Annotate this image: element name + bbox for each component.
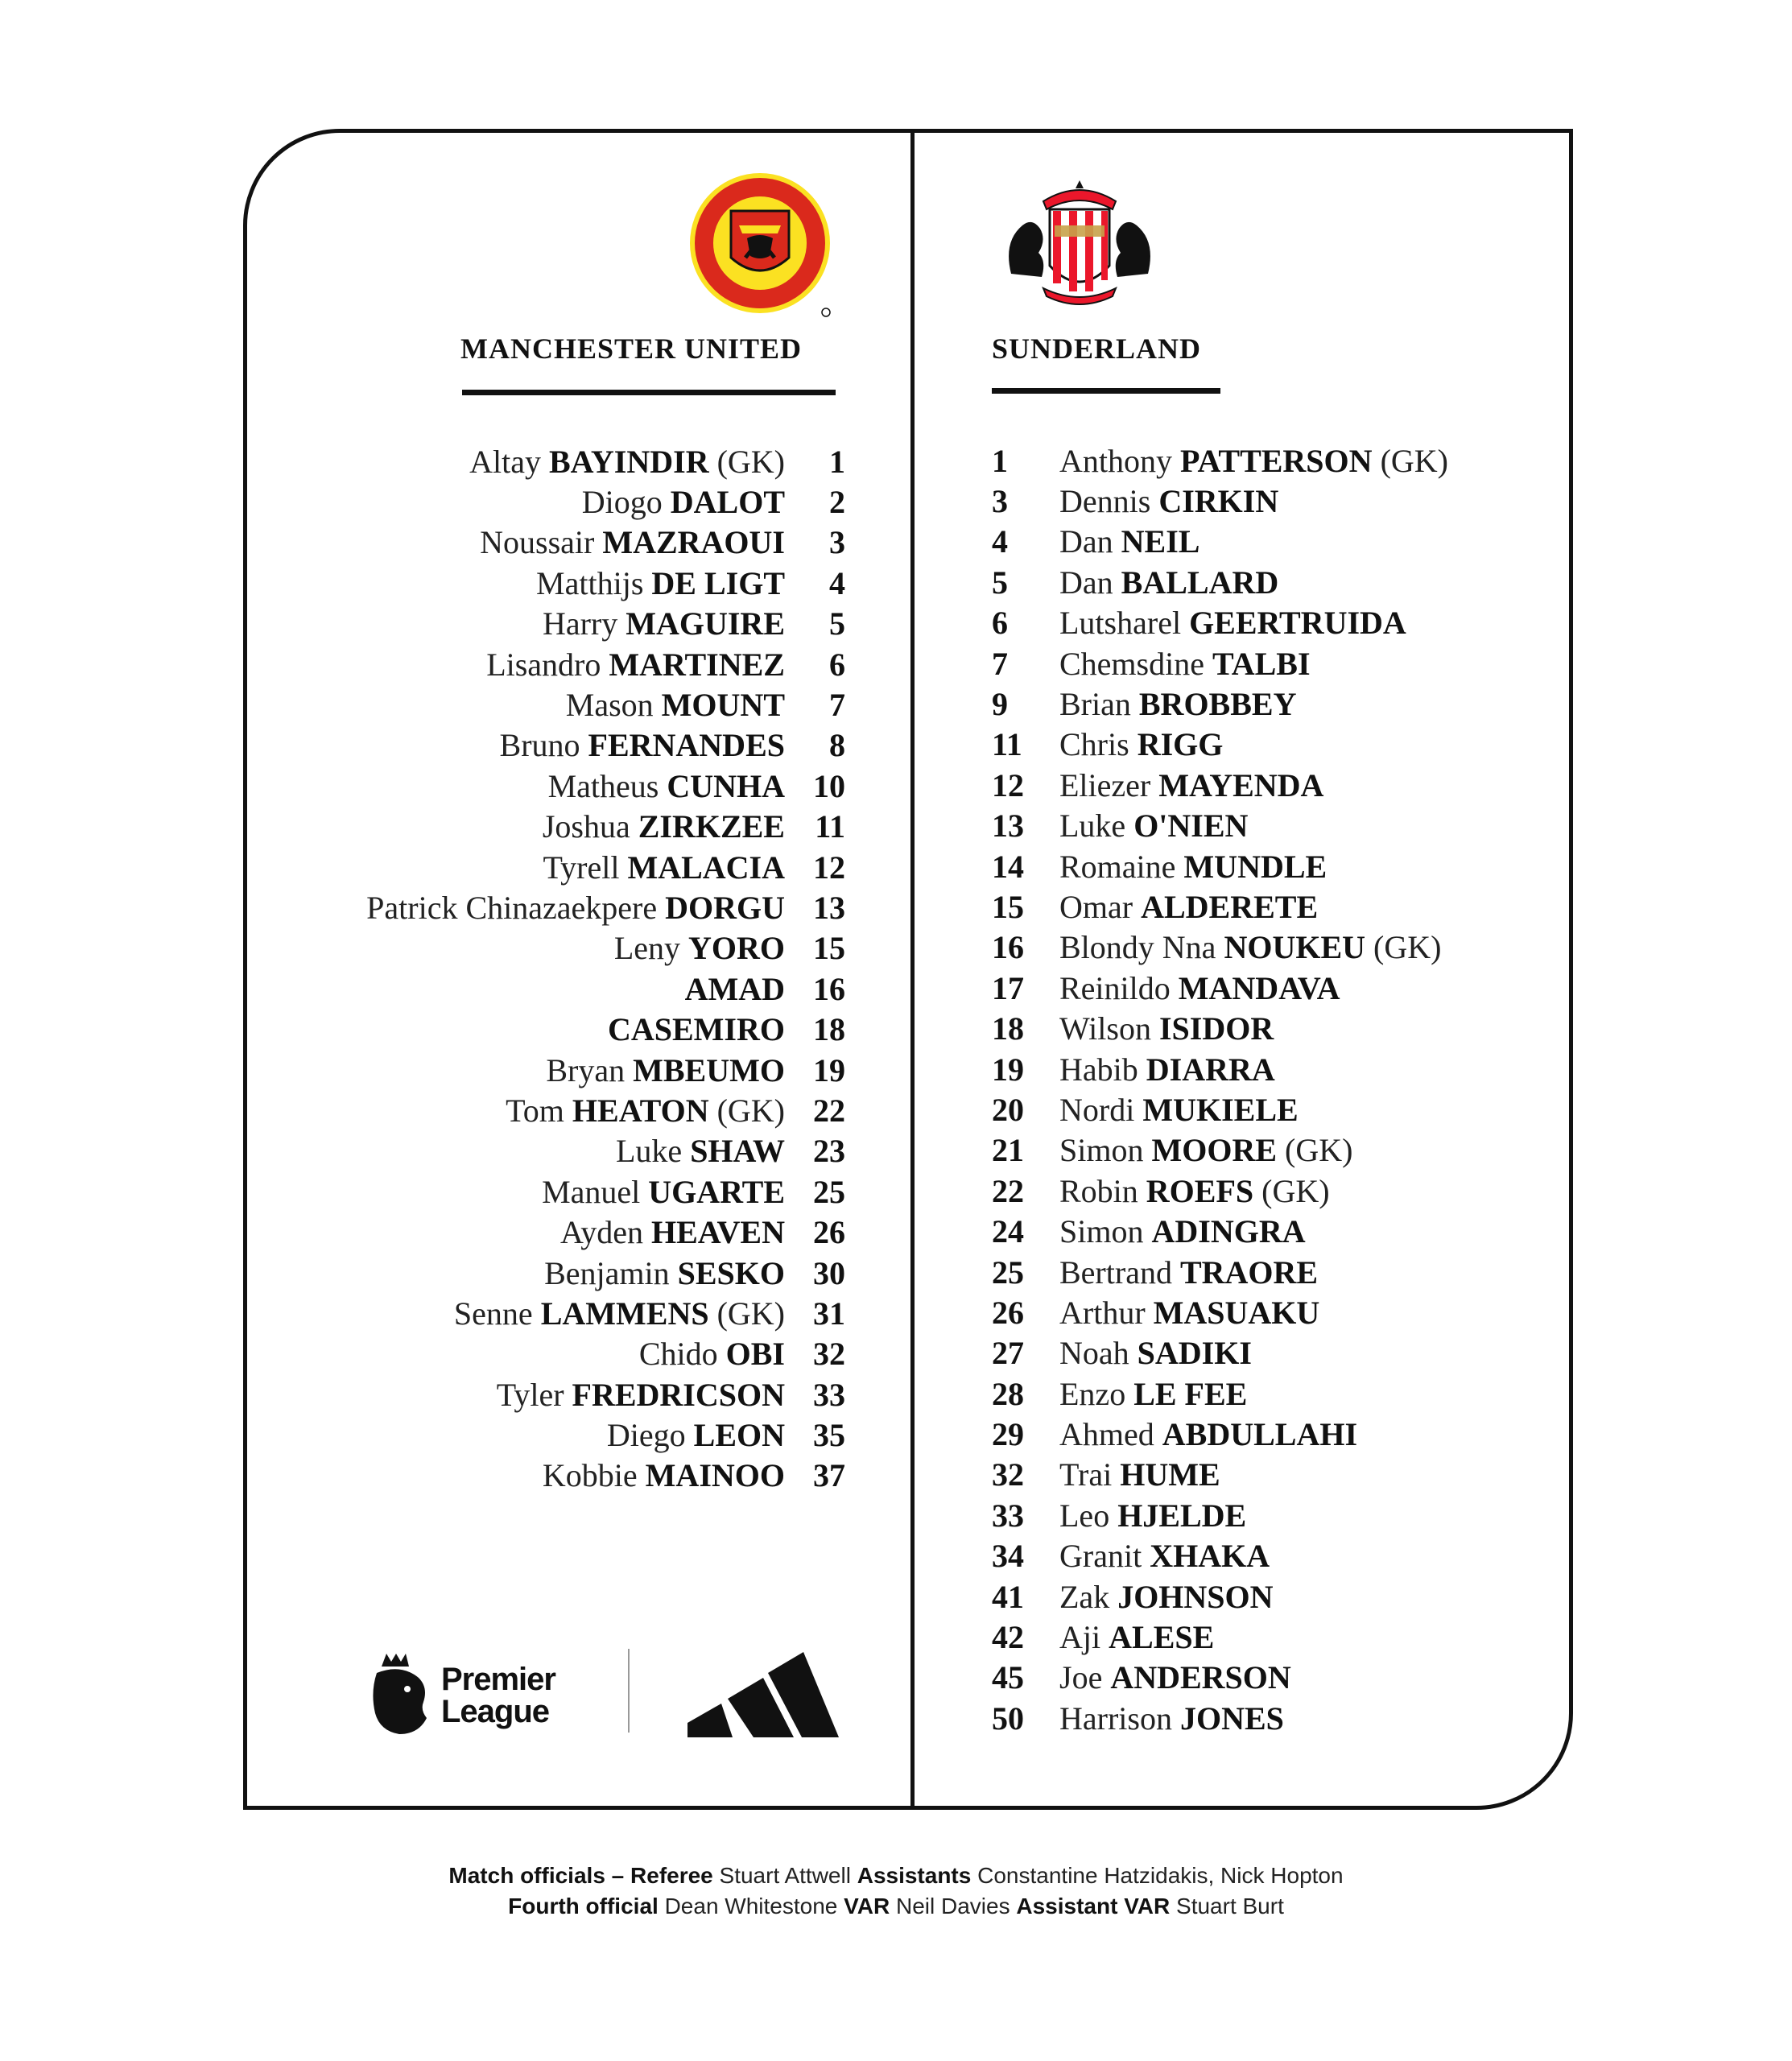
- shirt-number: 45: [992, 1659, 1024, 1696]
- first-name: Simon: [1059, 1213, 1144, 1250]
- shirt-number: 1: [992, 442, 1008, 479]
- last-name: XHAKA: [1150, 1538, 1270, 1575]
- shirt-number: 37: [813, 1457, 845, 1494]
- shirt-number: 18: [992, 1010, 1024, 1047]
- shirt-number: 5: [829, 605, 845, 642]
- first-name: Noussair: [480, 524, 595, 561]
- first-name: Romaine: [1059, 848, 1176, 885]
- first-name: Luke: [616, 1133, 683, 1170]
- gk-tag: (GK): [1380, 442, 1448, 479]
- player-row: [290, 1171, 845, 1212]
- first-name: Kobbie: [542, 1457, 638, 1494]
- last-name: BAYINDIR: [549, 443, 709, 480]
- shirt-number: 18: [813, 1011, 845, 1048]
- last-name: MOUNT: [661, 687, 785, 724]
- first-name: Lutsharel: [1059, 605, 1182, 642]
- shirt-number: 26: [992, 1294, 1024, 1331]
- player-row: [290, 604, 845, 644]
- shirt-number: 25: [813, 1173, 845, 1210]
- shirt-number: 33: [813, 1376, 845, 1413]
- first-name: Robin: [1059, 1172, 1138, 1209]
- shirt-number: 13: [992, 807, 1024, 845]
- last-name: ALESE: [1109, 1619, 1215, 1656]
- last-name: ROEFS: [1146, 1172, 1254, 1209]
- player-row: [290, 563, 845, 603]
- shirt-number: 24: [992, 1213, 1024, 1250]
- last-name: JOHNSON: [1117, 1578, 1274, 1615]
- last-name: SHAW: [690, 1133, 785, 1170]
- shirt-number: 35: [813, 1417, 845, 1454]
- player-row: [290, 1050, 845, 1090]
- first-name: Chemsdine: [1059, 645, 1204, 682]
- label-match-officials: Match officials – Referee: [448, 1863, 713, 1888]
- shirt-number: 21: [992, 1132, 1024, 1169]
- player-row: [992, 603, 1507, 643]
- shirt-number: 7: [992, 645, 1008, 682]
- player-row: [992, 1536, 1507, 1576]
- first-name: Dan: [1059, 564, 1113, 601]
- last-name: CUNHA: [667, 767, 785, 804]
- last-name: ADINGRA: [1151, 1213, 1306, 1250]
- label-assistants: Assistants: [857, 1863, 972, 1888]
- player-row: [992, 1617, 1507, 1657]
- last-name: TRAORE: [1179, 1254, 1319, 1291]
- last-name: YORO: [688, 930, 785, 967]
- sunderland-crest-icon: [995, 177, 1164, 314]
- first-name: Eliezer: [1059, 766, 1151, 803]
- first-name: Tom: [506, 1092, 564, 1129]
- last-name: DIARRA: [1146, 1051, 1275, 1088]
- player-row: [290, 522, 845, 563]
- player-row: [992, 440, 1507, 481]
- first-name: Luke: [1059, 807, 1126, 845]
- last-name: MAYENDA: [1158, 766, 1324, 803]
- first-name: Dan: [1059, 523, 1113, 560]
- player-row: [992, 1130, 1507, 1171]
- player-row: [290, 1374, 845, 1415]
- player-row: [290, 887, 845, 927]
- last-name: TALBI: [1212, 645, 1311, 682]
- first-name: Chris: [1059, 726, 1129, 763]
- shirt-number: 2: [829, 484, 845, 521]
- first-name: Blondy Nna: [1059, 929, 1216, 966]
- shirt-number: 25: [992, 1254, 1024, 1291]
- last-name: MOORE: [1151, 1132, 1278, 1169]
- shirt-number: 6: [992, 605, 1008, 642]
- last-name: ZIRKZEE: [638, 808, 785, 845]
- first-name: Leo: [1059, 1497, 1110, 1534]
- last-name: PATTERSON: [1180, 442, 1373, 479]
- shirt-number: 33: [992, 1497, 1024, 1534]
- first-name: Diogo: [581, 484, 663, 521]
- shirt-number: 12: [813, 849, 845, 886]
- shirt-number: 20: [992, 1091, 1024, 1128]
- player-row: [992, 643, 1507, 684]
- first-name: Chido: [638, 1336, 718, 1373]
- shirt-number: 26: [813, 1214, 845, 1251]
- last-name: LE FEE: [1133, 1375, 1248, 1412]
- gk-tag: (GK): [1285, 1132, 1353, 1169]
- gk-tag: (GK): [716, 1092, 785, 1129]
- player-row: [992, 806, 1507, 846]
- last-name: LEON: [693, 1417, 785, 1454]
- shirt-number: 28: [992, 1375, 1024, 1412]
- player-row: [992, 1576, 1507, 1617]
- player-row: [992, 481, 1507, 521]
- first-name: Noah: [1059, 1335, 1129, 1372]
- shirt-number: 15: [813, 930, 845, 967]
- player-row: [290, 1253, 845, 1293]
- last-name: O'NIEN: [1133, 807, 1249, 845]
- last-name: MANDAVA: [1178, 969, 1340, 1006]
- label-fourth-official: Fourth official: [508, 1894, 659, 1919]
- shirt-number: 41: [992, 1578, 1024, 1615]
- shirt-number: 16: [813, 970, 845, 1007]
- player-row: [992, 1455, 1507, 1495]
- first-name: Omar: [1059, 888, 1133, 925]
- last-name: MUNDLE: [1183, 848, 1327, 885]
- player-row: [992, 1495, 1507, 1535]
- column-divider: [910, 129, 915, 1810]
- manchester-united-crest-icon: [689, 171, 834, 324]
- last-name: HUME: [1120, 1456, 1220, 1493]
- shirt-number: 7: [829, 687, 845, 724]
- last-name: SADIKI: [1137, 1335, 1252, 1372]
- shirt-number: 32: [813, 1336, 845, 1373]
- last-name: OBI: [725, 1336, 785, 1373]
- last-name: ABDULLAHI: [1162, 1416, 1358, 1453]
- player-row: [992, 1333, 1507, 1373]
- last-name: MALACIA: [627, 849, 785, 886]
- away-roster: [992, 440, 1507, 1739]
- first-name: Patrick Chinazaekpere: [366, 889, 658, 926]
- last-name: HEATON: [572, 1092, 709, 1129]
- officials-line-2: [0, 1894, 1792, 1919]
- first-name: Zak: [1059, 1578, 1110, 1615]
- first-name: Simon: [1059, 1132, 1144, 1169]
- shirt-number: 19: [992, 1051, 1024, 1088]
- shirt-number: 4: [829, 564, 845, 601]
- last-name: MAGUIRE: [626, 605, 785, 642]
- first-name: Enzo: [1059, 1375, 1126, 1412]
- gk-tag: (GK): [716, 1295, 785, 1332]
- player-row: [290, 1293, 845, 1333]
- last-name: CASEMIRO: [607, 1011, 785, 1048]
- last-name: DORGU: [665, 889, 785, 926]
- shirt-number: 13: [813, 889, 845, 926]
- away-title-underline: [992, 388, 1220, 394]
- first-name: Anthony: [1059, 442, 1172, 479]
- first-name: Senne: [453, 1295, 533, 1332]
- last-name: NOUKEU: [1224, 929, 1366, 966]
- last-name: MUKIELE: [1142, 1091, 1299, 1128]
- shirt-number: 11: [815, 808, 845, 845]
- first-name: Tyler: [496, 1376, 564, 1413]
- player-row: [992, 1373, 1507, 1414]
- shirt-number: 14: [992, 848, 1024, 885]
- adidas-stripes-icon: [686, 1642, 840, 1739]
- player-row: [992, 1008, 1507, 1048]
- first-name: Leny: [613, 930, 680, 967]
- player-row: [992, 968, 1507, 1008]
- player-row: [290, 766, 845, 806]
- shirt-number: 23: [813, 1133, 845, 1170]
- first-name: Manuel: [542, 1173, 641, 1210]
- player-row: [290, 441, 845, 481]
- player-row: [992, 1414, 1507, 1454]
- first-name: Wilson: [1059, 1010, 1151, 1047]
- first-name: Aji: [1059, 1619, 1101, 1656]
- shirt-number: 17: [992, 969, 1024, 1006]
- first-name: Bryan: [546, 1051, 626, 1088]
- shirt-number: 3: [992, 483, 1008, 520]
- last-name: ALDERETE: [1141, 888, 1319, 925]
- premier-league-word-2: League: [441, 1694, 550, 1729]
- player-row: [992, 765, 1507, 805]
- player-row: [992, 562, 1507, 602]
- last-name: DALOT: [670, 484, 785, 521]
- first-name: Tyrell: [543, 849, 620, 886]
- player-row: [992, 886, 1507, 927]
- player-row: [290, 847, 845, 887]
- last-name: LAMMENS: [540, 1295, 709, 1332]
- shirt-number: 31: [813, 1295, 845, 1332]
- var-name: Neil Davies: [895, 1894, 1010, 1919]
- shirt-number: 8: [829, 727, 845, 764]
- last-name: FERNANDES: [588, 727, 785, 764]
- gk-tag: (GK): [716, 443, 785, 480]
- last-name: UGARTE: [648, 1173, 785, 1210]
- player-row: [992, 1292, 1507, 1332]
- last-name: RIGG: [1137, 726, 1224, 763]
- player-row: [290, 481, 845, 522]
- player-row: [290, 807, 845, 847]
- player-row: [290, 969, 845, 1009]
- first-name: Brian: [1059, 686, 1131, 723]
- first-name: Granit: [1059, 1538, 1142, 1575]
- first-name: Nordi: [1059, 1091, 1135, 1128]
- last-name: BALLARD: [1121, 564, 1279, 601]
- first-name: Joe: [1059, 1659, 1103, 1696]
- first-name: Habib: [1059, 1051, 1138, 1088]
- last-name: SESKO: [677, 1254, 785, 1291]
- shirt-number: 27: [992, 1335, 1024, 1372]
- last-name: GEERTRUIDA: [1189, 605, 1406, 642]
- player-row: [290, 684, 845, 725]
- first-name: Reinildo: [1059, 969, 1171, 1006]
- shirt-number: 19: [813, 1051, 845, 1088]
- label-var: VAR: [844, 1894, 890, 1919]
- first-name: Ayden: [560, 1214, 644, 1251]
- shirt-number: 1: [829, 443, 845, 480]
- first-name: Harrison: [1059, 1700, 1172, 1737]
- shirt-number: 5: [992, 564, 1008, 601]
- last-name: ISIDOR: [1158, 1010, 1274, 1047]
- last-name: MAINOO: [645, 1457, 785, 1494]
- player-row: [290, 1090, 845, 1130]
- last-name: AMAD: [684, 970, 785, 1007]
- shirt-number: 4: [992, 523, 1008, 560]
- first-name: Mason: [565, 687, 654, 724]
- player-row: [290, 725, 845, 766]
- last-name: JONES: [1179, 1700, 1284, 1737]
- first-name: Lisandro: [486, 646, 601, 683]
- shirt-number: 22: [992, 1172, 1024, 1209]
- shirt-number: 42: [992, 1619, 1024, 1656]
- first-name: Dennis: [1059, 483, 1151, 520]
- shirt-number: 34: [992, 1538, 1024, 1575]
- shirt-number: 22: [813, 1092, 845, 1129]
- gk-tag: (GK): [1261, 1172, 1330, 1209]
- last-name: NEIL: [1121, 523, 1200, 560]
- first-name: Altay: [469, 443, 541, 480]
- shirt-number: 11: [992, 726, 1022, 763]
- player-row: [992, 1211, 1507, 1251]
- player-row: [992, 1089, 1507, 1130]
- player-row: [290, 1415, 845, 1455]
- shirt-number: 29: [992, 1416, 1024, 1453]
- last-name: MARTINEZ: [609, 646, 785, 683]
- home-title-underline: [462, 390, 836, 395]
- away-team-name: SUNDERLAND: [992, 332, 1202, 365]
- last-name: HJELDE: [1117, 1497, 1247, 1534]
- shirt-number: 50: [992, 1700, 1024, 1737]
- shirt-number: 15: [992, 888, 1024, 925]
- shirt-number: 32: [992, 1456, 1024, 1493]
- assistants-names: Constantine Hatzidakis, Nick Hopton: [977, 1863, 1344, 1888]
- player-row: [992, 1049, 1507, 1089]
- first-name: Harry: [542, 605, 618, 642]
- last-name: ANDERSON: [1110, 1659, 1291, 1696]
- sponsor-separator: [628, 1649, 630, 1733]
- premier-league-lion-icon: [362, 1649, 435, 1737]
- label-assistant-var: Assistant VAR: [1016, 1894, 1171, 1919]
- first-name: Benjamin: [544, 1254, 670, 1291]
- last-name: FREDRICSON: [572, 1376, 785, 1413]
- player-row: [290, 1131, 845, 1171]
- first-name: Matheus: [547, 767, 659, 804]
- first-name: Joshua: [542, 808, 630, 845]
- player-row: [290, 928, 845, 969]
- player-row: [992, 846, 1507, 886]
- last-name: MAZRAOUI: [602, 524, 785, 561]
- player-row: [992, 927, 1507, 968]
- last-name: HEAVEN: [651, 1214, 785, 1251]
- player-row: [992, 684, 1507, 724]
- first-name: Bruno: [499, 727, 580, 764]
- player-row: [992, 1658, 1507, 1698]
- last-name: BROBBEY: [1138, 686, 1297, 723]
- last-name: CIRKIN: [1158, 483, 1279, 520]
- first-name: Arthur: [1059, 1294, 1146, 1331]
- shirt-number: 16: [992, 929, 1024, 966]
- premier-league-word-1: Premier: [441, 1662, 555, 1697]
- shirt-number: 3: [829, 524, 845, 561]
- player-row: [290, 1456, 845, 1496]
- player-row: [290, 1212, 845, 1252]
- assistant-var-name: Stuart Burt: [1176, 1894, 1284, 1919]
- shirt-number: 10: [813, 767, 845, 804]
- player-row: [290, 1009, 845, 1049]
- home-roster: [290, 441, 845, 1496]
- gk-tag: (GK): [1373, 929, 1442, 966]
- shirt-number: 9: [992, 686, 1008, 723]
- referee-name: Stuart Attwell: [719, 1863, 851, 1888]
- first-name: Trai: [1059, 1456, 1113, 1493]
- first-name: Ahmed: [1059, 1416, 1154, 1453]
- first-name: Diego: [606, 1417, 686, 1454]
- first-name: Matthijs: [536, 564, 644, 601]
- fourth-official-name: Dean Whitestone: [664, 1894, 838, 1919]
- player-row: [290, 644, 845, 684]
- shirt-number: 30: [813, 1254, 845, 1291]
- player-row: [992, 1171, 1507, 1211]
- player-row: [992, 725, 1507, 765]
- home-team-name: MANCHESTER UNITED: [460, 332, 803, 365]
- last-name: MBEUMO: [633, 1051, 785, 1088]
- first-name: Bertrand: [1059, 1254, 1172, 1291]
- shirt-number: 6: [829, 646, 845, 683]
- shirt-number: 12: [992, 766, 1024, 803]
- last-name: MASUAKU: [1153, 1294, 1320, 1331]
- player-row: [290, 1334, 845, 1374]
- player-row: [992, 522, 1507, 562]
- officials-line-1: [0, 1863, 1792, 1889]
- player-row: [992, 1252, 1507, 1292]
- last-name: DE LIGT: [651, 564, 785, 601]
- player-row: [992, 1698, 1507, 1738]
